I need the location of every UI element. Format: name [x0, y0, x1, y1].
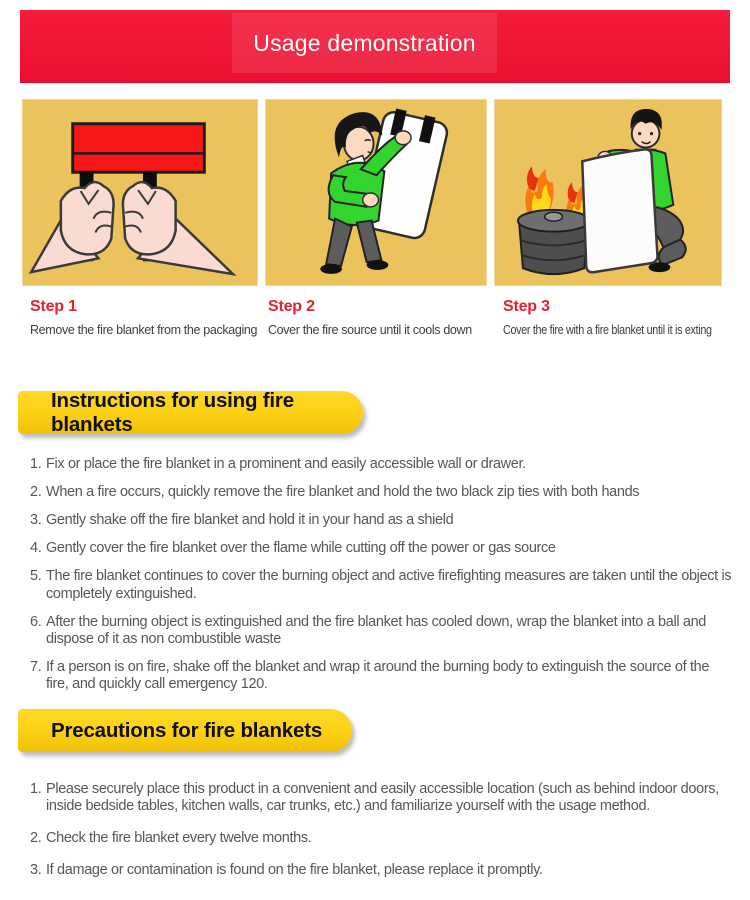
item-number: 4.: [30, 540, 42, 557]
item-number: 1.: [30, 781, 42, 798]
item-number: 3.: [30, 862, 42, 879]
step3-label: Step 3: [503, 298, 550, 315]
step2-illustration-man-holding-blanket: [266, 100, 486, 285]
instructions-list: [30, 456, 735, 693]
page-title: Usage demonstration: [253, 29, 476, 56]
demo-panels: [22, 99, 750, 286]
list-item: [30, 540, 735, 557]
item-text: Gently cover the fire blanket over the flame while cutting off the power or gas source: [46, 540, 556, 557]
list-item: [30, 781, 735, 815]
item-number: 3.: [30, 512, 42, 529]
item-text: The fire blanket continues to cover the burning object and active firefighting measures are taken until the object is completely extinguished.: [46, 568, 732, 602]
instructions-heading-banner: [18, 388, 363, 436]
step3-panel: [494, 99, 722, 286]
list-item: [30, 456, 735, 473]
list-item: [30, 830, 735, 847]
step3-description: Cover the fire with a fire blanket until it is exting: [503, 323, 712, 337]
step1-description: Remove the fire blanket from the packaging: [30, 323, 258, 337]
burning-pot: [518, 210, 589, 274]
step1-illustration-hands-holding-package: [23, 100, 257, 285]
list-item: [30, 659, 735, 693]
step1-caption: [22, 298, 258, 337]
fire-blanket-sheet: [582, 149, 657, 272]
step1-panel: [22, 99, 258, 286]
fire-blanket-package: [73, 124, 205, 172]
precautions-list: [30, 781, 735, 879]
item-number: 6.: [30, 613, 42, 630]
step-captions: [22, 298, 750, 337]
header-banner: [20, 10, 730, 83]
precautions-heading-banner: [18, 709, 352, 752]
item-number: 2.: [30, 484, 42, 501]
item-text: Gently shake off the fire blanket and hold it in your hand as a shield: [46, 512, 454, 529]
item-text: Please securely place this product in a convenient and easily accessible location (such as behind indoor doors, inside bedside tables, kitchen walls, car trunks, etc.) and familiarize yourself with the usage method.: [46, 781, 719, 815]
item-number: 1.: [30, 456, 42, 472]
list-item: [30, 568, 735, 602]
step3-illustration-covering-fire: [495, 100, 721, 285]
item-text: If a person is on fire, shake off the blanket and wrap it around the burning body to extinguish the source of the fire, and quickly call emergency 120.: [46, 658, 710, 692]
page: [0, 10, 750, 900]
list-item: [30, 484, 735, 501]
list-item: [30, 862, 735, 879]
item-text: After the burning object is extinguished and the fire blanket has cooled down, wrap the blanket into a ball and dispose of it as non combustible waste: [46, 613, 707, 647]
step2-label: Step 2: [268, 298, 315, 315]
item-text: If damage or contamination is found on the fire blanket, please replace it promptly.: [46, 862, 543, 879]
item-number: 7.: [30, 658, 42, 675]
list-item: [30, 512, 735, 529]
item-text: Fix or place the fire blanket in a prominent and easily accessible wall or drawer.: [46, 456, 526, 472]
step2-panel: [265, 99, 487, 286]
item-number: 2.: [30, 830, 42, 847]
precautions-heading: Precautions for fire blankets: [51, 718, 323, 742]
item-text: When a fire occurs, quickly remove the fire blanket and hold the two black zip ties with both hands: [46, 484, 640, 501]
step2-caption: [265, 298, 487, 337]
item-number: 5.: [30, 568, 42, 585]
header-inner-box: [232, 13, 497, 73]
item-text: Check the fire blanket every twelve months.: [46, 830, 312, 847]
instructions-heading: Instructions for using fire blankets: [51, 388, 294, 436]
list-item: [30, 614, 735, 648]
step2-description: Cover the fire source until it cools down: [268, 323, 472, 337]
step1-label: Step 1: [30, 298, 77, 315]
step3-caption: [494, 298, 750, 337]
